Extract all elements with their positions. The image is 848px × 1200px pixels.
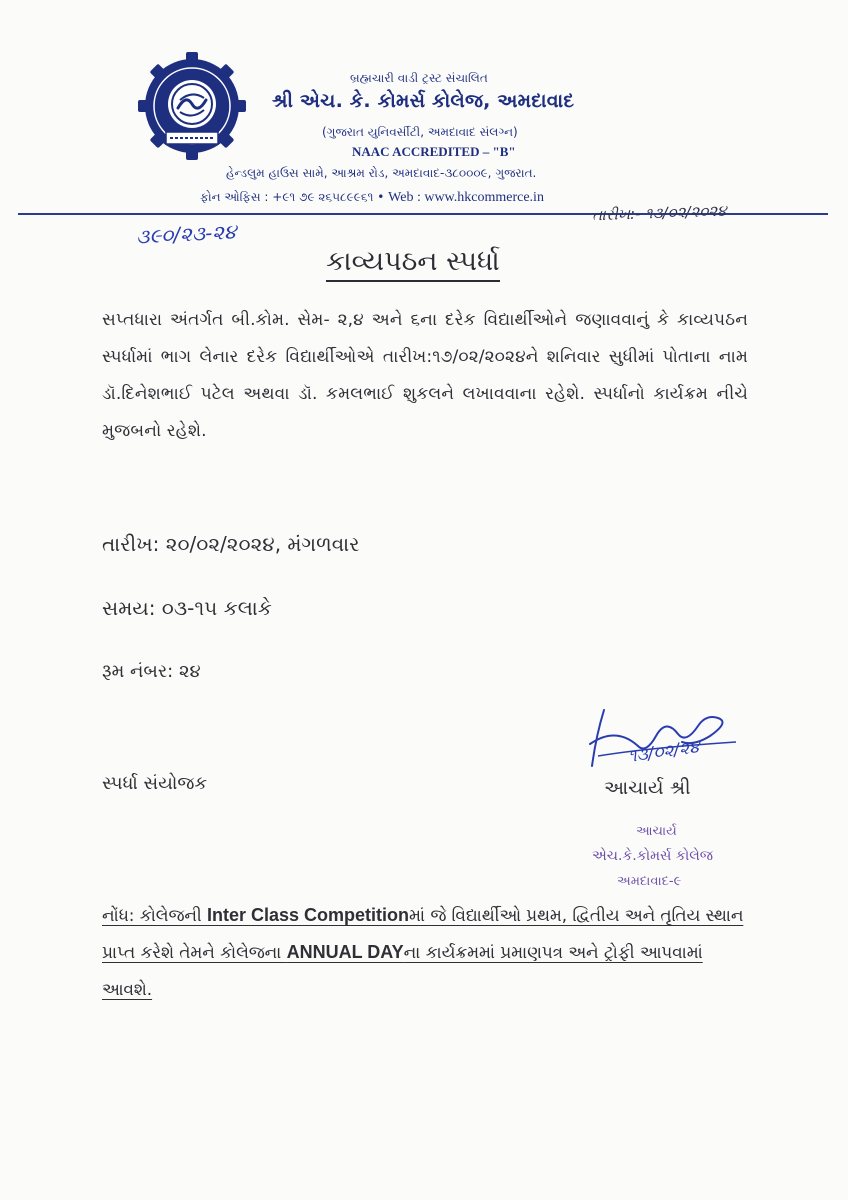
note-paragraph (102, 897, 752, 1008)
event-date: તારીખ: ૨૦/૦૨/૨૦૨૪, મંગળવાર (102, 532, 360, 556)
trust-line: બ્રહ્મચારી વાડી ટ્રસ્ટ સંચાલિત (350, 71, 488, 85)
note-competition: Inter Class Competition (207, 905, 410, 925)
college-address: હેન્ડલુમ હાઉસ સામે, આશ્રમ રોડ, અમદાવાદ-૩૮૦૦૦૯, ગુજરાત. (226, 166, 537, 180)
seal-city: અમદાવાદ-૯ (617, 874, 682, 889)
phone-number: ફોન ઓફિસ : +૯૧ ૭૯ ૨૬૫૮૯૯૬૧ • (200, 190, 389, 204)
note-annual-day: ANNUAL DAY (286, 942, 404, 962)
coordinator-label: સ્પર્ધા સંયોજક (102, 773, 208, 794)
contact-line (200, 190, 544, 206)
principal-label: આચાર્ય શ્રી (604, 777, 691, 799)
naac-accreditation: NAAC ACCREDITED – "B" (352, 144, 516, 159)
college-logo (136, 50, 248, 162)
note-text-2: માં જે વિદ્યાર્થીઓ પ્રથમ, દ્વિતીય અને તૃતિય સ્થાન પ્રાપ્ત કરેશે તેમને કોલેજના (102, 905, 744, 962)
note-text-3: ના કાર્યક્રમમાં પ્રમાણપત્ર અને ટ્રોફી આપવામાં આવશે. (102, 942, 703, 999)
reference-number: ૩૯૦/૨૩-૨૪ (135, 219, 237, 249)
seal-principal: આચાર્ય (636, 824, 677, 839)
principal-signature (586, 696, 766, 780)
issue-date: તારીખ:- ૧૩/૦૨/૨૦૨૪ (591, 201, 727, 225)
website-link[interactable]: Web : www.hkcommerce.in (388, 190, 544, 205)
seal-college: એચ.કે.કોમર્સ કોલેજ (592, 848, 714, 864)
signature-date: ૧૩/૦૨/૨૪ (626, 737, 701, 767)
body-paragraph: સપ્તધારા અંતર્ગત બી.કોમ. સેમ- ૨,૪ અને ૬ના દરેક વિદ્યાર્થીઓને જણાવવાનું કે કાવ્યપઠન સ્પર્ધામાં ભાગ લેનાર દરેક વિદ્યાર્થીઓએ તારીખ:૧૭/૦૨/૨૦૨૪ને શનિવાર સુધીમાં પોતાના નામ ડૉ.દિનેશભાઈ પટેલ અથવા ડૉ. કમલભાઈ શુકલને લખાવવાના રહેશે. સ્પર્ધાનો કાર્યક્રમ નીચે મુજબનો રહેશે. (102, 310, 748, 441)
note-text-1: નોંધ: કોલેજની (102, 905, 207, 925)
event-room: રૂમ નંબર: ૨૪ (102, 661, 201, 682)
event-time: સમય: ૦૩-૧૫ કલાકે (102, 596, 272, 620)
page-title: કાવ્યપઠન સ્પર્ધા (326, 246, 500, 282)
university-affiliation: (ગુજરાત યુનિવર્સીટી, અમદાવાદ સંલગ્ન) (322, 125, 518, 139)
college-name: શ્રી એચ. કે. કોમર્સ કોલેજ, અમદાવાદ (272, 90, 575, 112)
